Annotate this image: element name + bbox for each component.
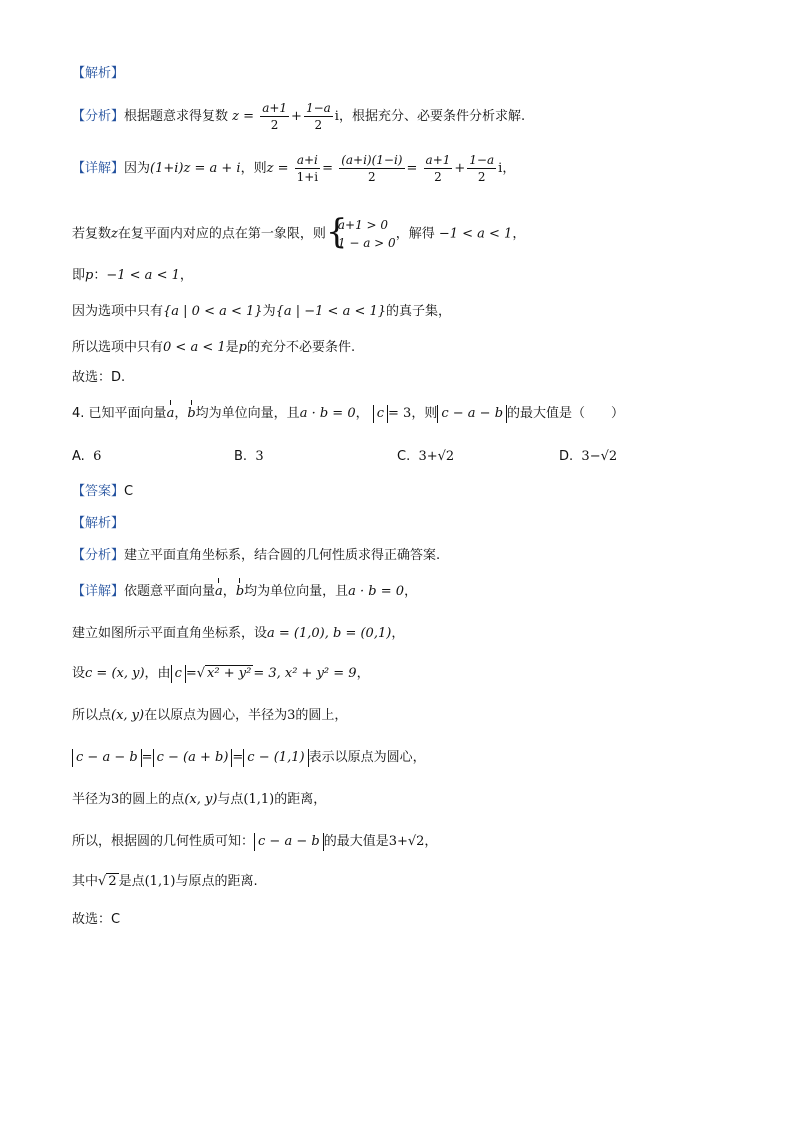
- math-eq: = 3: [388, 406, 412, 421]
- math-z-eq: z =: [232, 109, 255, 124]
- text: 半径为: [72, 792, 112, 807]
- sufficient-line: [72, 338, 754, 358]
- text: 与点: [217, 792, 244, 807]
- text: 所以，根据圆的几何性质可知：: [72, 834, 255, 849]
- option-d[interactable]: D. 3−√2: [559, 449, 618, 464]
- quadrant-line: [72, 216, 754, 252]
- answer-line: [72, 482, 754, 502]
- text: 的充分不必要条件.: [246, 340, 356, 355]
- math-rest: = 3, x² + y² = 9: [253, 666, 357, 681]
- choice-line-2: [72, 910, 754, 930]
- fenxi-line-2: [72, 546, 754, 566]
- xiangjie-line-2: [72, 582, 754, 602]
- options-row: [72, 447, 754, 467]
- text: 均为单位向量，且: [244, 584, 349, 599]
- xiangjie-line-1: [72, 152, 754, 185]
- analysis-label: 【解析】: [72, 66, 125, 81]
- math-point: (x, y): [184, 792, 218, 807]
- abs-expr: c − a − b: [72, 749, 142, 767]
- text: 若复数: [72, 226, 112, 242]
- math-eq-sign: =: [406, 161, 418, 176]
- math-dot: a · b = 0: [299, 406, 356, 421]
- question-4: [72, 404, 754, 424]
- text: 所以选项中只有: [72, 340, 164, 355]
- fenxi-line-1: [72, 100, 754, 133]
- text: ，解得: [395, 226, 439, 242]
- text: 的圆上，: [295, 708, 348, 723]
- choice-text: 故选：C: [72, 912, 121, 927]
- text: 与原点的距离.: [175, 874, 258, 889]
- inequality-system: { a+1 > 0 1 − a > 0: [326, 216, 396, 252]
- math-dot: a · b = 0: [348, 584, 405, 599]
- math-eq-sign: =: [185, 666, 197, 681]
- punct: ，: [174, 406, 188, 421]
- text: 已知平面向量: [88, 406, 167, 421]
- abs-expr: c − a − b: [254, 833, 324, 851]
- text: 设: [72, 666, 86, 681]
- text: ：: [93, 268, 107, 283]
- punct: ，: [179, 268, 193, 283]
- text: 的最大值是: [323, 834, 389, 849]
- text: 的圆上的点: [119, 792, 185, 807]
- math-result: −1 < a < 1: [106, 268, 180, 283]
- math-eq: (1+i)z = a + i: [150, 161, 241, 176]
- math-point: (1,1): [243, 792, 275, 807]
- max-line: [72, 832, 754, 852]
- abs-expr: c − (a + b): [153, 749, 233, 767]
- c-line: 设c = (x, y)，由 c =√ x² + y² = 3, x² + y² = 9，: [72, 666, 370, 681]
- math-p: p: [85, 268, 94, 283]
- option-c[interactable]: C. 3+√2: [397, 449, 455, 464]
- abs-expr: c − a − b: [437, 405, 507, 423]
- math-cond: 0 < a < 1: [163, 340, 226, 355]
- abs-expr: c − (1,1): [243, 749, 308, 767]
- text: 的距离，: [274, 792, 327, 807]
- punct: ，: [355, 406, 369, 421]
- xiangjie-label: 【详解】: [72, 584, 125, 599]
- question-number: 4.: [72, 406, 85, 421]
- fraction: $\frac{a+1}{2}$: [425, 153, 451, 184]
- xiangjie-label: 【详解】: [72, 161, 125, 176]
- abs-c: c: [373, 405, 388, 423]
- vector-a: a: [215, 582, 223, 602]
- text: 因为选项中只有: [72, 304, 164, 319]
- text: 表示以原点为圆心，: [308, 750, 426, 765]
- math-radius: 3: [287, 708, 296, 723]
- text: 为: [262, 304, 276, 319]
- fenxi-label: 【分析】: [72, 109, 125, 124]
- analysis-header-2: [72, 514, 754, 534]
- math-sqrt: 2: [108, 874, 117, 889]
- option-a[interactable]: A. 6: [72, 449, 102, 464]
- math-set: {a | 0 < a < 1}: [163, 304, 263, 319]
- analysis-header: [72, 64, 754, 84]
- math-p: p: [238, 340, 247, 355]
- answer-label: 【答案】: [72, 484, 125, 499]
- text: ，则: [240, 161, 267, 176]
- punct: ，: [502, 161, 516, 176]
- answer-value: C: [124, 484, 134, 499]
- fenxi-text: 根据题意求得复数: [124, 109, 229, 124]
- math-eq-sign: =: [322, 161, 334, 176]
- text: 依题意平面向量: [124, 584, 216, 599]
- choice-line-1: [72, 368, 754, 388]
- punct: ，: [424, 834, 438, 849]
- text: 的真子集，: [386, 304, 452, 319]
- sqrt2-line: 其中√ 2 是点(1,1)与原点的距离.: [72, 874, 258, 889]
- coords-line: [72, 624, 754, 644]
- punct: ，: [391, 626, 405, 641]
- math-z: z: [111, 226, 118, 242]
- math-eq-sign: =: [232, 750, 244, 765]
- math-result: −1 < a < 1: [438, 226, 513, 242]
- analysis-label: 【解析】: [72, 516, 125, 531]
- math-set: {a | −1 < a < 1}: [275, 304, 387, 319]
- text: 是点: [118, 874, 145, 889]
- punct: ，: [222, 584, 236, 599]
- fenxi-label: 【分析】: [72, 548, 125, 563]
- fenxi-text: 建立平面直角坐标系，结合圆的几何性质求得正确答案.: [124, 548, 441, 563]
- math-sqrt: x² + y²: [207, 666, 252, 681]
- fraction: $\frac{a+i}{1+i}$: [296, 153, 319, 184]
- math-value: 3+√2: [388, 834, 425, 849]
- text: 在以原点为圆心，半径为: [144, 708, 288, 723]
- math-radius: 3: [111, 792, 120, 807]
- punct: ，: [512, 226, 526, 242]
- fenxi-text-tail: ，根据充分、必要条件分析求解.: [338, 109, 526, 124]
- text: 在复平面内对应的点在第一象限，则: [117, 226, 326, 242]
- fraction: $\frac{(a+i)(1-i)}{2}$: [341, 153, 403, 184]
- math-eq-sign: =: [141, 750, 153, 765]
- fraction: $\frac{1-a}{2}$: [305, 101, 331, 132]
- punct: ，: [356, 666, 370, 681]
- math-plus: +: [454, 161, 466, 176]
- math-point: (x, y): [111, 708, 145, 723]
- vector-b: b: [187, 404, 195, 424]
- math-point: (1,1): [144, 874, 176, 889]
- text: 因为: [124, 161, 151, 176]
- abs-c: c: [171, 665, 186, 683]
- vector-b: b: [236, 582, 244, 602]
- text: 即: [72, 268, 86, 283]
- fraction: $\frac{a+1}{2}$: [262, 101, 288, 132]
- circle-line: [72, 706, 754, 726]
- option-b[interactable]: B. 3: [234, 449, 264, 464]
- math-i: i: [498, 161, 503, 176]
- math-i: i: [334, 109, 339, 124]
- subset-line: [72, 302, 754, 322]
- choice-text: 故选：D.: [72, 370, 126, 385]
- math-plus: +: [291, 109, 302, 124]
- text: 所以点: [72, 708, 112, 723]
- text: 建立如图所示平面直角坐标系，设: [72, 626, 268, 641]
- text: 的最大值是（ ）: [507, 406, 625, 421]
- text: 是: [225, 340, 239, 355]
- distance-line: [72, 790, 754, 810]
- math-vectors: a = (1,0), b = (0,1): [267, 626, 392, 641]
- text: 均为单位向量，且: [195, 406, 300, 421]
- math-c-eq: c = (x, y): [85, 666, 145, 681]
- fraction: $\frac{1-a}{2}$: [469, 153, 495, 184]
- p-line: [72, 266, 754, 286]
- expr-line: [72, 748, 754, 768]
- math-z-eq: z =: [266, 161, 289, 176]
- text: ，由: [144, 666, 171, 681]
- text: ，则: [411, 406, 438, 421]
- punct: ，: [404, 584, 418, 599]
- text: 其中: [72, 874, 99, 889]
- vector-a: a: [167, 404, 175, 424]
